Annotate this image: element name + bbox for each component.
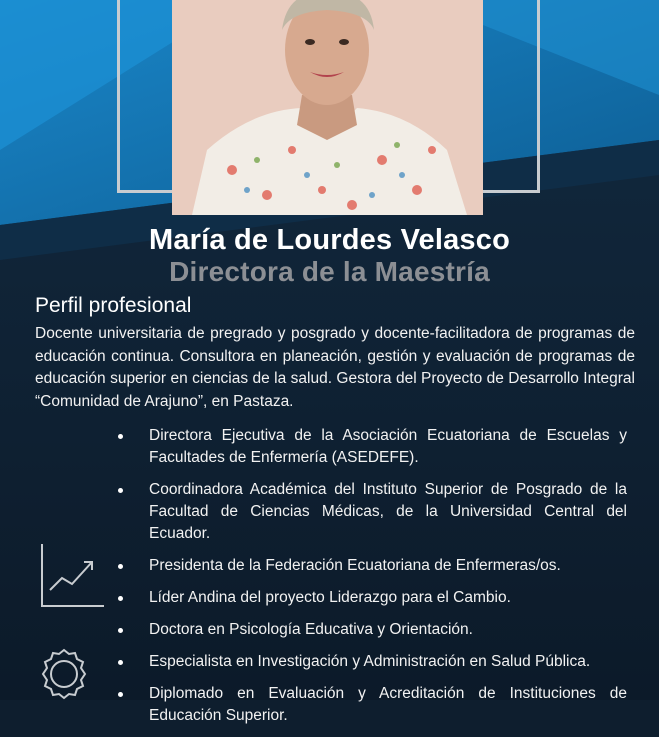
award-badge-icon [38, 648, 90, 700]
chart-growth-icon [34, 540, 106, 612]
list-item: Líder Andina del proyecto Liderazgo para el Cambio. [117, 587, 627, 609]
profile-photo [172, 0, 483, 215]
profile-description: Docente universitaria de pregrado y posgrado y docente-facilitadora de programas de educación continua. Consultora en planeación, gestión y evaluación de programas de educación superior en ciencias de la salud. Gestora del Proyecto de Desarrollo Integral “Comunidad de Arajuno”, en Pastaza. [35, 325, 635, 410]
list-item: Coordinadora Académica del Instituto Superior de Posgrado de la Facultad de Ciencias Médicas, de la Universidad Central del Ecuador. [117, 479, 627, 545]
list-item: Especialista en Investigación y Administración en Salud Pública. [117, 651, 627, 673]
list-item: Diplomado en Evaluación y Acreditación de Instituciones de Educación Superior. [117, 683, 627, 727]
list-item: Doctora en Psicología Educativa y Orientación. [117, 619, 627, 641]
list-item: Directora Ejecutiva de la Asociación Ecuatoriana de Escuelas y Facultades de Enfermería (ASEDEFE). [117, 425, 627, 469]
person-role: Directora de la Maestría [169, 256, 490, 287]
list-item: Presidenta de la Federación Ecuatoriana de Enfermeras/os. [117, 555, 627, 577]
achievements-list [117, 425, 627, 737]
person-name: María de Lourdes Velasco [149, 224, 510, 256]
section-title-profile: Perfil profesional [35, 294, 192, 317]
